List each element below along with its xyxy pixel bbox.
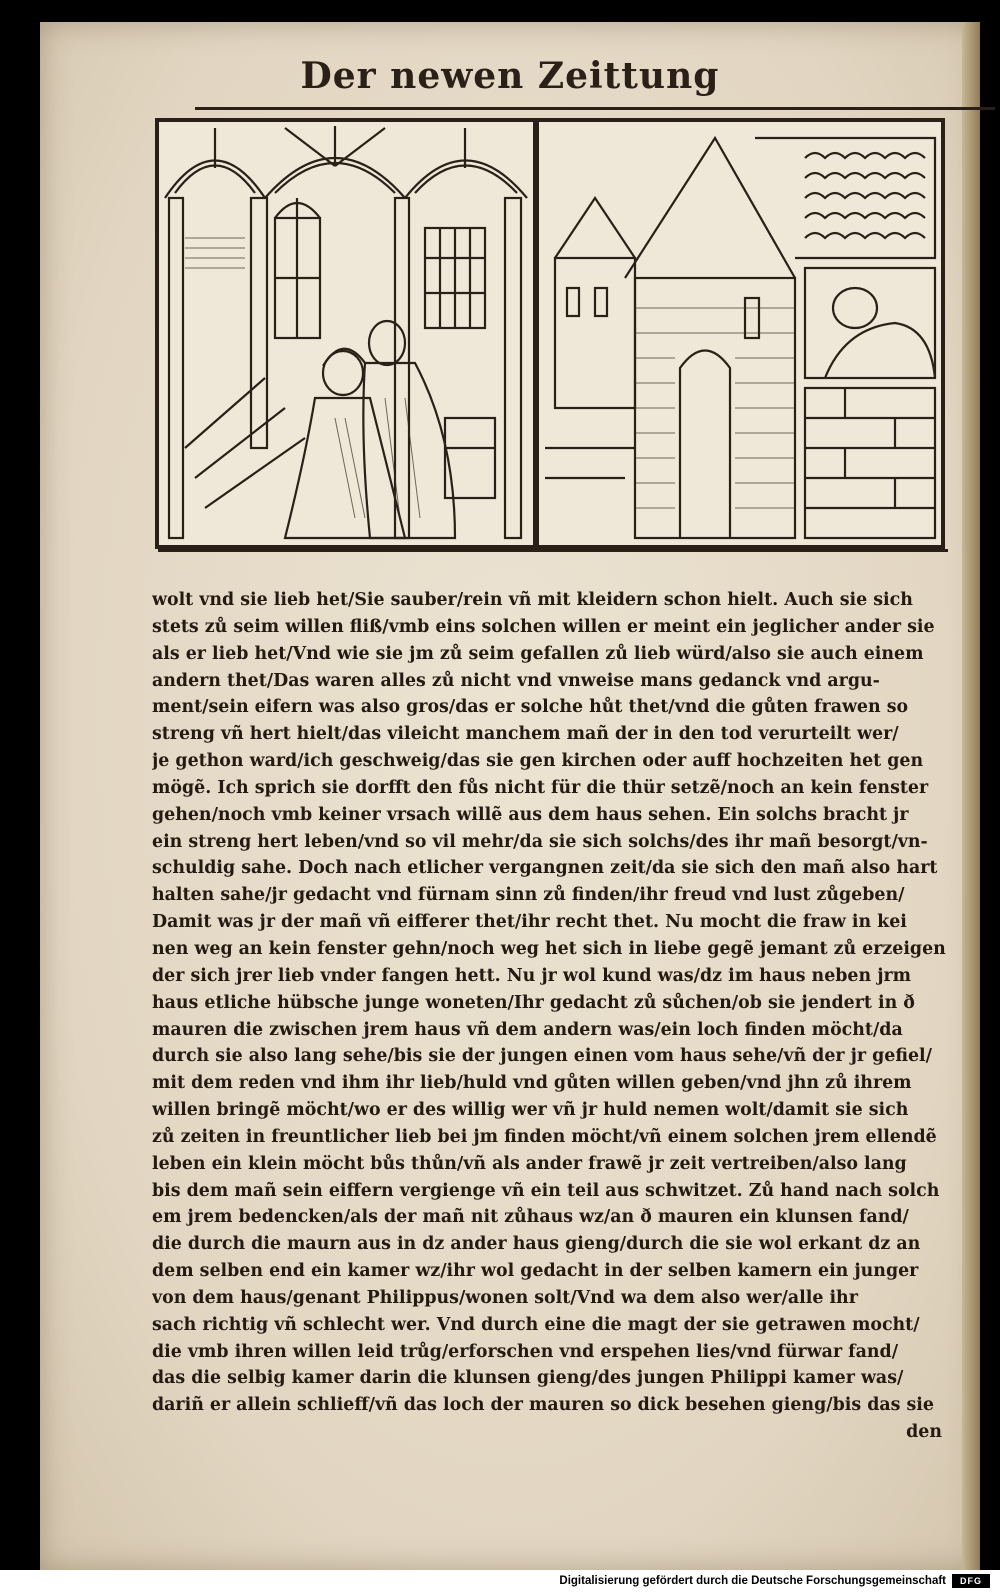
text-line: Damit was jr der mañ vñ eifferer thet/ihr recht thet. Nu mocht die fraw in kei [152, 912, 907, 933]
body-text [152, 587, 952, 1446]
text-line: streng vñ hert hielt/das vileicht manchem mañ der in den tod verurteilt wer/ [152, 724, 899, 745]
text-line: willen bringẽ möcht/wo er des willig wer vñ jr huld nemen wolt/damit sie sich [152, 1100, 909, 1121]
text-line: durch sie also lang sehe/bis sie der jungen einen vom haus sehe/vñ der jr gefiel/ [152, 1046, 933, 1067]
text-line: ein streng hert leben/vnd so vil mehr/da sie sich solchs/des ihr mañ besorgt/vn- [152, 831, 928, 852]
text-line: leben ein klein möcht bůs thůn/vñ als ander frawẽ jr zeit vertreiben/also lang [152, 1153, 907, 1174]
text-line: als er lieb het/Vnd wie sie jm zů seim gefallen zů lieb würd/also sie auch einem [152, 643, 924, 664]
bottom-rule [158, 549, 948, 552]
text-line: haus etliche hübsche junge woneten/Ihr gedacht zů sůchen/ob sie jendert in ð [152, 992, 915, 1013]
text-line: dariñ er allein schlieff/vñ das loch der mauren so dick besehen gieng/bis das sie [152, 1395, 934, 1416]
woodcut-illustration [155, 118, 945, 549]
text-line: andern thet/Das waren alles zů nicht vnd vnweise mans gedanck vnd argu- [152, 670, 880, 691]
text-line: mauren die zwischen jrem haus vñ dem andern was/ein loch finden möcht/da [152, 1019, 903, 1040]
footer-credit: Digitalisierung gefördert durch die Deutsche Forschungsgemeinschaft [0, 1570, 1000, 1593]
text-line: halten sahe/jr gedacht vnd fürnam sinn zů finden/ihr freud vnd lust zůgeben/ [152, 885, 905, 906]
text-line: stets zů seim willen fliß/vmb eins solchen willen er meint ein jeglicher ander sie [152, 616, 935, 637]
text-line: em jrem bedencken/als der mañ nit zůhaus wz/an ð mauren ein klunsen fand/ [152, 1207, 909, 1228]
text-line: schuldig sahe. Doch nach etlicher vergangnen zeit/da sie sich den mañ also hart [152, 858, 938, 879]
catchword: den [906, 1422, 942, 1443]
text-line: nen weg an kein fenster gehn/noch weg het sich in liebe gegẽ jemant zů erzeigen [152, 938, 946, 959]
top-rule [195, 107, 995, 110]
dfg-logo: DFG [952, 1574, 990, 1588]
text-line: mit dem reden vnd ihm ihr lieb/huld vnd gůten willen geben/vnd jhn zů ihrem [152, 1073, 912, 1094]
text-line: gehen/noch vmb keiner vrsach willẽ aus dem haus sehen. Ein solchs bracht jr [152, 804, 909, 825]
text-line: das die selbig kamer darin die klunsen gieng/des jungen Philippi kamer was/ [152, 1368, 904, 1389]
text-line: von dem haus/genant Philippus/wonen solt/Vnd wa dem also wer/alle ihr [152, 1287, 858, 1308]
text-line: zů zeiten in freuntlicher lieb bei jm finden möcht/vñ einem solchen jrem ellendẽ [152, 1126, 937, 1147]
text-line: sach richtig vñ schlecht wer. Vnd durch eine die magt der sie getrawen mocht/ [152, 1314, 920, 1335]
book-page [40, 22, 980, 1570]
running-title: Der newen Zeittung [300, 55, 720, 97]
text-line: die vmb ihren willen leid trůg/erforschen vnd erspehen lies/vnd fürwar fand/ [152, 1341, 899, 1362]
woodcut-drawing [155, 118, 945, 549]
text-line: wolt vnd sie lieb het/Sie sauber/rein vñ mit kleidern schon hielt. Auch sie sich [152, 590, 913, 610]
text-line: der sich jrer lieb vnder fangen hett. Nu jr wol kund was/dz im haus neben jrm [152, 965, 912, 986]
text-line: bis dem mañ sein eiffern vergienge vñ ein teil aus schwitzet. Zů hand nach solch [152, 1180, 940, 1201]
text-line: ment/sein eifern was also gros/das er solche hůt thet/vnd die gůten frawen so [152, 697, 909, 718]
page-fold-edge [962, 22, 980, 1570]
text-line: je gethon ward/ich geschweig/das sie gen kirchen oder auff hochzeiten het gen [152, 751, 924, 772]
text-line: mögẽ. Ich sprich sie dorfft den fůs nicht für die thür setzẽ/noch an kein fenster [152, 777, 929, 798]
text-line: dem selben end ein kamer wz/ihr wol gedacht in der selben kamern ein junger [152, 1261, 919, 1282]
text-line: die durch die maurn aus in dz ander haus gieng/durch die sie wol erkant dz an [152, 1234, 921, 1255]
